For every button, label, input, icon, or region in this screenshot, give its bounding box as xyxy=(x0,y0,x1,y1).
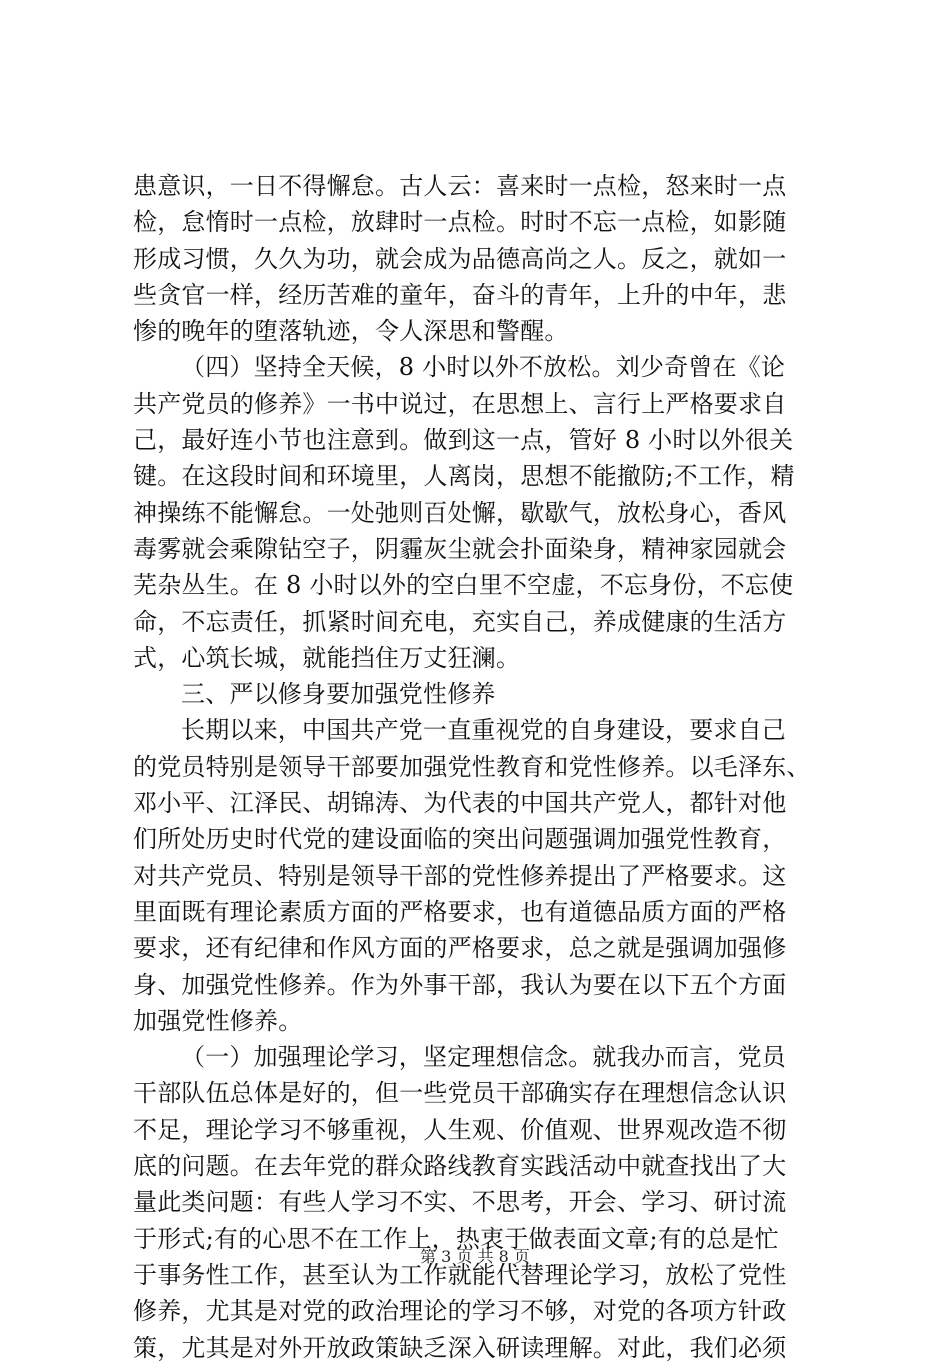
text-line: 修养，尤其是对党的政治理论的学习不够，对党的各项方针政 xyxy=(133,1297,787,1326)
text-line: 不足，理论学习不够重视，人生观、价值观、世界观改造不彻 xyxy=(133,1115,787,1144)
text-line: 于事务性工作，甚至认为工作就能代替理论学习，放松了党性 xyxy=(133,1260,787,1289)
text-line: 命，不忘责任，抓紧时间充电，充实自己，养成健康的生活方 xyxy=(133,607,787,636)
paragraph-start-line: （一）加强理论学习，坚定理想信念。就我办而言，党员 xyxy=(181,1043,786,1072)
paragraph-start-line: （四）坚持全天候，8 小时以外不放松。刘少奇曾在《论 xyxy=(181,353,786,382)
text-line: 共产党员的修养》一书中说过，在思想上、言行上严格要求自 xyxy=(133,389,787,418)
text-line: 式，心筑长城，就能挡住万丈狂澜。 xyxy=(133,643,521,672)
text-line: 底的问题。在去年党的群众路线教育实践活动中就查找出了大 xyxy=(133,1152,787,1181)
text-line: 身、加强党性修养。作为外事干部，我认为要在以下五个方面 xyxy=(133,970,787,999)
text-line: 策，尤其是对外开放政策缺乏深入研读理解。对此，我们必须 xyxy=(133,1333,787,1362)
text-line: 邓小平、江泽民、胡锦涛、为代表的中国共产党人，都针对他 xyxy=(133,789,787,818)
text-line: 患意识，一日不得懈怠。古人云：喜来时一点检，怒来时一点 xyxy=(133,172,787,200)
text-line: 毒雾就会乘隙钻空子，阴霾灰尘就会扑面染身，精神家园就会 xyxy=(133,534,787,563)
text-line: 里面既有理论素质方面的严格要求，也有道德品质方面的严格 xyxy=(133,897,787,926)
paragraph-start-line: 长期以来，中国共产党一直重视党的自身建设，要求自己 xyxy=(181,716,786,745)
text-line: 检，怠惰时一点检，放肆时一点检。时时不忘一点检，如影随 xyxy=(133,208,787,237)
text-line: 干部队伍总体是好的，但一些党员干部确实存在理想信念认识 xyxy=(133,1079,787,1108)
text-line: 量此类问题：有些人学习不实、不思考，开会、学习、研讨流 xyxy=(133,1188,787,1217)
text-line: 些贪官一样，经历苦难的童年，奋斗的青年，上升的中年，悲 xyxy=(133,280,787,309)
text-line: 要求，还有纪律和作风方面的严格要求，总之就是强调加强修 xyxy=(133,934,787,963)
text-line: 惨的晚年的堕落轨迹，令人深思和警醒。 xyxy=(133,317,569,346)
text-line: 于形式;有的心思不在工作上，热衷于做表面文章;有的总是忙 xyxy=(133,1224,779,1253)
text-line: 形成习惯，久久为功，就会成为品德高尚之人。反之，就如一 xyxy=(133,244,787,273)
text-line: 键。在这段时间和环境里，人离岗，思想不能撤防;不工作，精 xyxy=(133,462,795,491)
text-line: 神操练不能懈怠。一处弛则百处懈，歇歇气，放松身心，香风 xyxy=(133,498,787,527)
text-line: 己，最好连小节也注意到。做到这一点，管好 8 小时以外很关 xyxy=(133,426,794,455)
section-heading: 三、严以修身要加强党性修养 xyxy=(181,680,496,709)
text-line: 对共产党员、特别是领导干部的党性修养提出了严格要求。这 xyxy=(133,861,787,890)
text-line: 们所处历史时代党的建设面临的突出问题强调加强党性教育， xyxy=(133,825,787,854)
text-line: 加强党性修养。 xyxy=(133,1006,303,1035)
text-line: 芜杂丛生。在 8 小时以外的空白里不空虚，不忘身份，不忘使 xyxy=(133,571,794,600)
document-body xyxy=(133,168,833,1366)
page-number-footer: 第 3 页 共 8 页 xyxy=(420,1247,530,1266)
text-line: 的党员特别是领导干部要加强党性教育和党性修养。以毛泽东、 xyxy=(133,752,811,781)
